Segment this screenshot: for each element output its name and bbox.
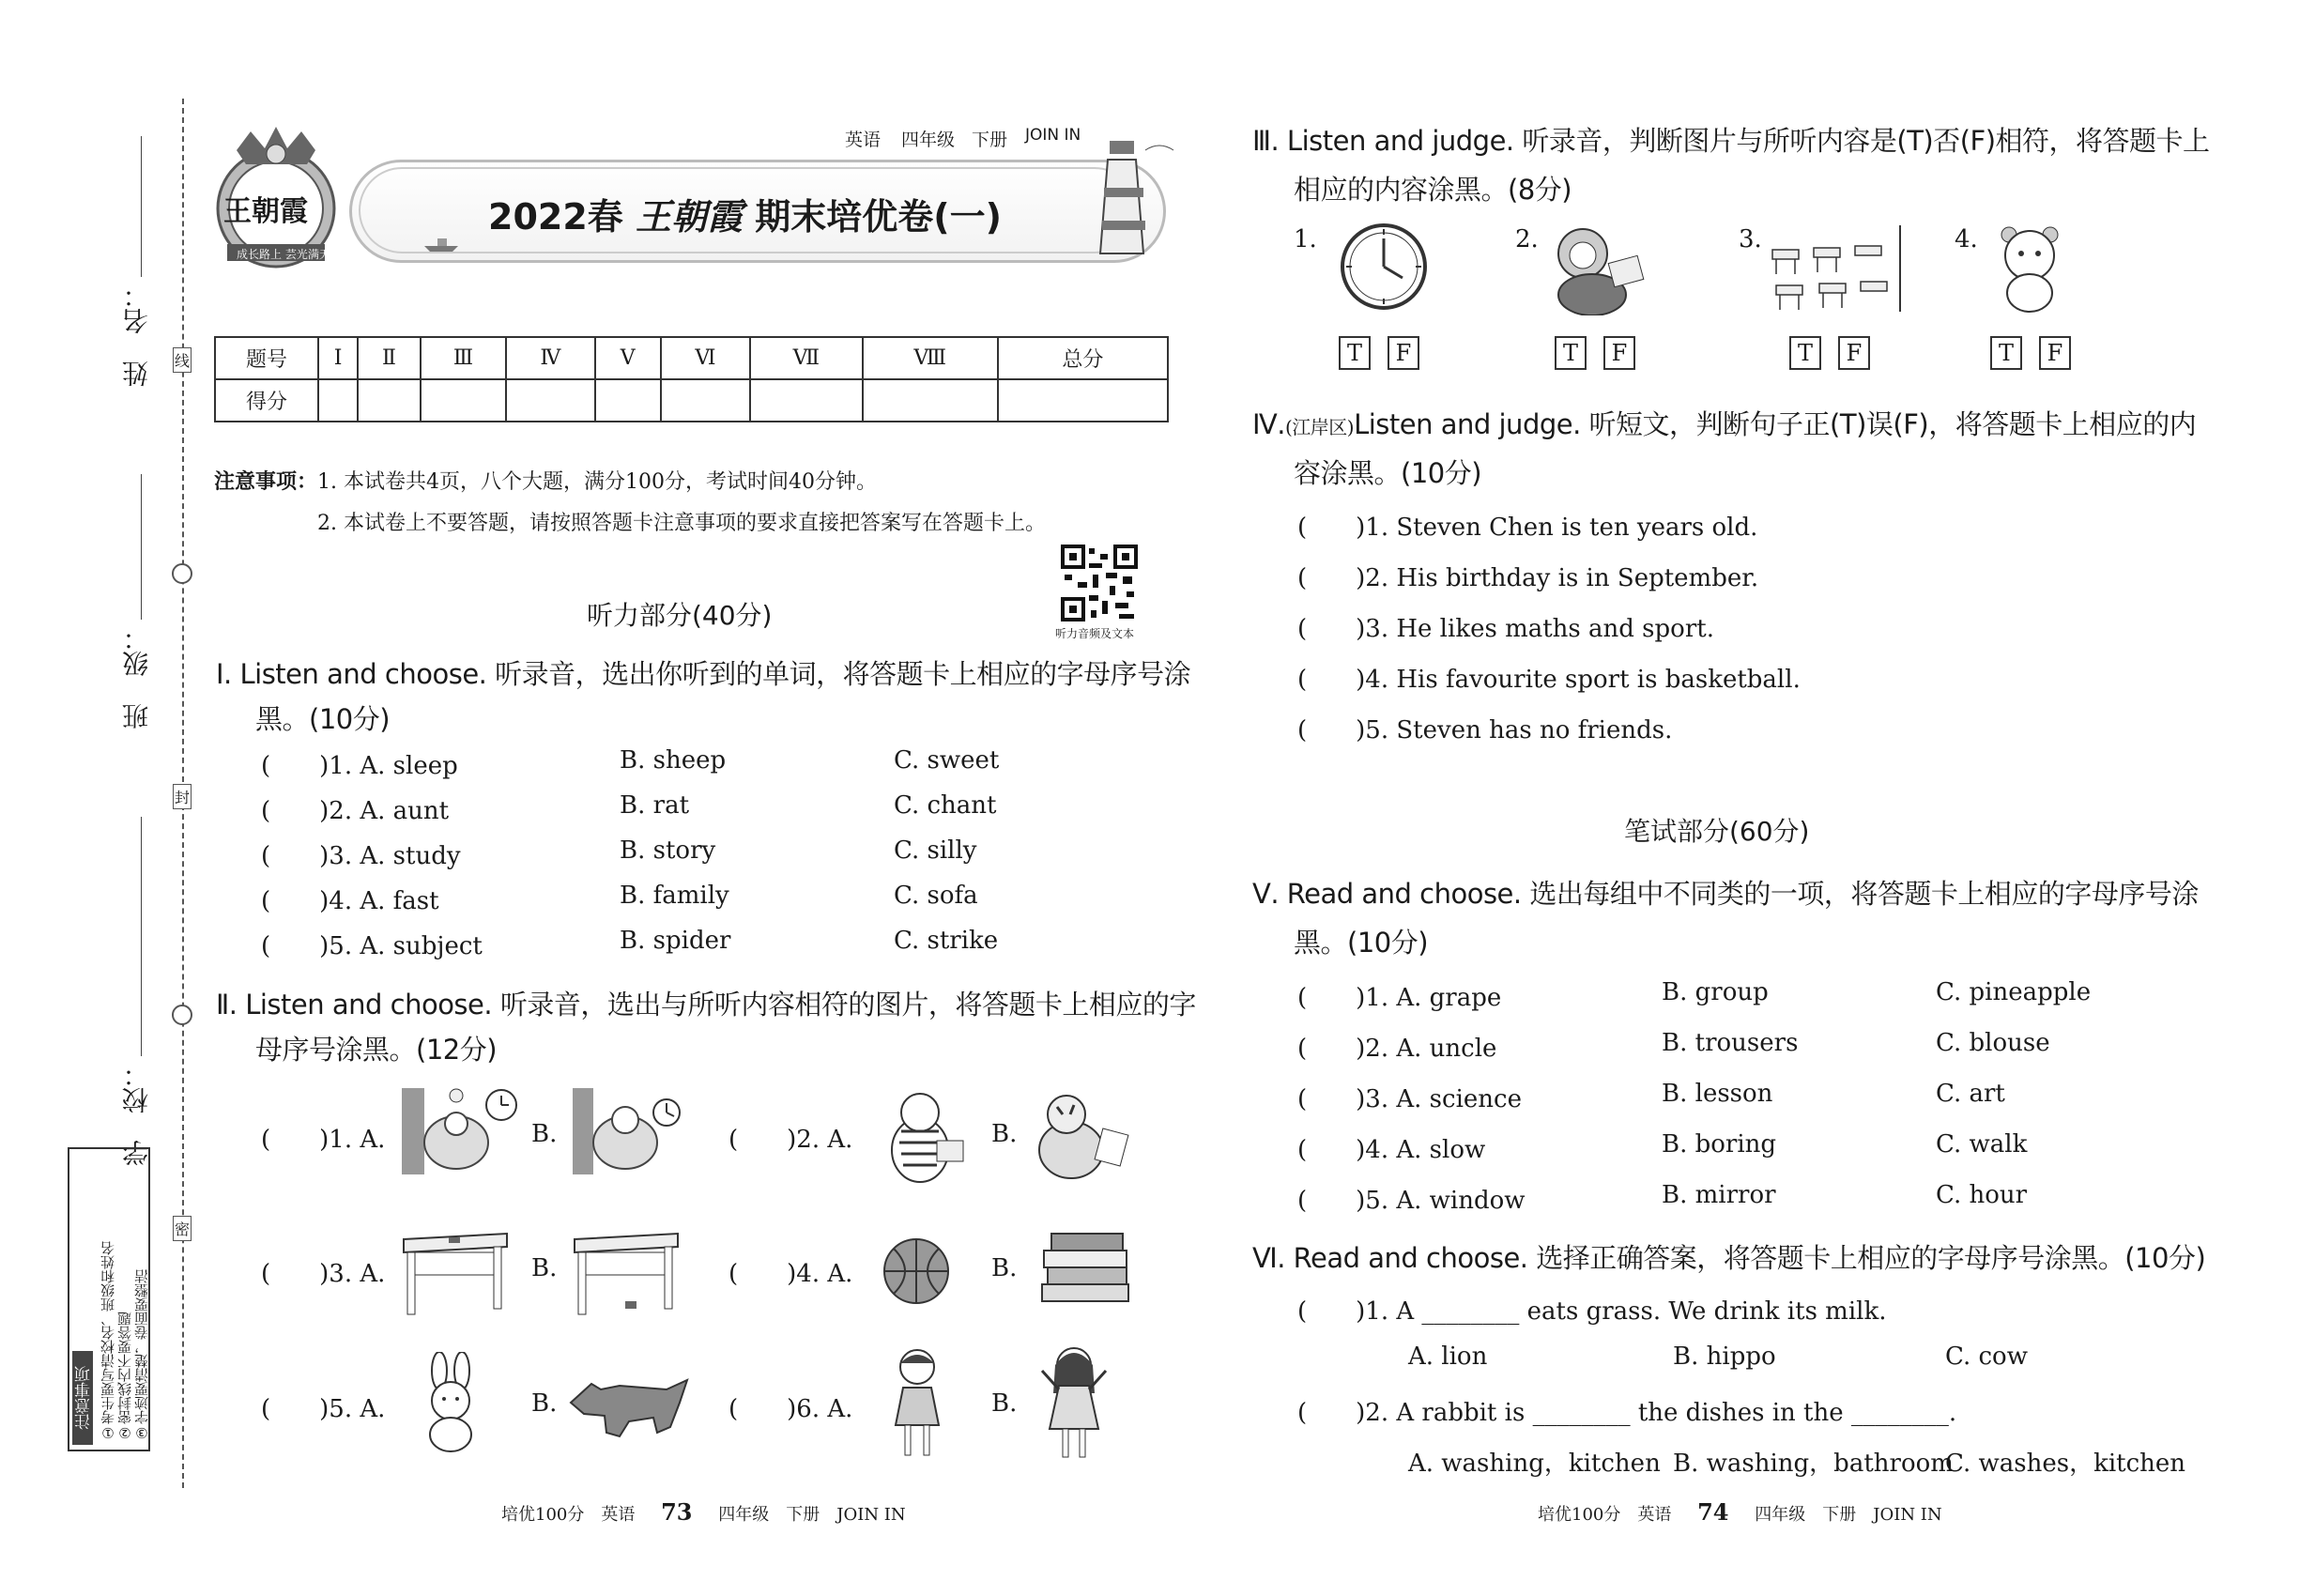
q5-item-5-b: B. mirror bbox=[1662, 1181, 1776, 1209]
girl-sleeping-clock-icon-b bbox=[569, 1084, 686, 1178]
q4-item-2: ( )2. His birthday is in September. bbox=[1297, 564, 1759, 592]
notice-item-3: ③字迹要清楚，卷面要整洁 bbox=[133, 1269, 150, 1441]
q2-item-2-b: B. bbox=[991, 1120, 1018, 1148]
q4-heading-2: 容涂黑。(10分) bbox=[1294, 457, 1482, 489]
q5-item-4-c: C. walk bbox=[1936, 1130, 2028, 1159]
qr-caption: 听力音频及文本 bbox=[1055, 627, 1135, 640]
q6-item-2: ( )2. A rabbit is ________ the dishes in the ________. bbox=[1297, 1399, 1957, 1427]
q3-2-true-box[interactable]: T bbox=[1555, 336, 1587, 370]
q5-item-3-c: C. art bbox=[1936, 1080, 2005, 1108]
q1-item-2-c: C. chant bbox=[894, 791, 997, 820]
q1-item-3-b: B. story bbox=[620, 836, 716, 865]
q4-item-3: ( )3. He likes maths and sport. bbox=[1297, 615, 1714, 643]
q3-1-false-box[interactable]: F bbox=[1388, 336, 1419, 370]
q6-item-2-b: B. washing，bathroom bbox=[1673, 1450, 1954, 1478]
q5-heading-2: 黑。(10分) bbox=[1294, 927, 1429, 959]
q2-item-5-b: B. bbox=[531, 1389, 558, 1418]
score-table-score-row bbox=[215, 379, 1168, 422]
q2-item-1-b: B. bbox=[531, 1120, 558, 1148]
girl-sleeping-clock-icon-a bbox=[398, 1084, 525, 1178]
score-cell-3[interactable] bbox=[421, 379, 506, 422]
right-footer-grade: 四年级 下册 JOIN IN bbox=[1755, 1505, 1942, 1525]
rabbit-icon bbox=[413, 1352, 488, 1455]
left-footer-grade: 四年级 下册 JOIN IN bbox=[718, 1505, 906, 1525]
score-cell-8[interactable] bbox=[863, 379, 998, 422]
q6-item-1-c: C. cow bbox=[1945, 1343, 2028, 1371]
q3-num-4: 4. bbox=[1955, 225, 1978, 253]
notes-label: 注意事项： bbox=[214, 470, 318, 494]
class-blank[interactable] bbox=[141, 474, 142, 620]
q5-item-2: ( )2. A. uncle bbox=[1297, 1035, 1497, 1063]
tag-grade: 四年级 bbox=[901, 130, 956, 150]
left-footer-series: 培优100分 英语 bbox=[501, 1505, 636, 1525]
school-label: 学 校： bbox=[121, 1061, 152, 1166]
q1-item-1-b: B. sheep bbox=[620, 746, 727, 775]
q6-item-2-a: A. washing，kitchen bbox=[1408, 1450, 1661, 1478]
q1-item-3-c: C. silly bbox=[894, 836, 977, 865]
seal-char-line: 线 bbox=[173, 347, 192, 373]
right-footer bbox=[1538, 1498, 1942, 1526]
zebra-reading-icon bbox=[873, 1084, 976, 1188]
q3-3-false-box[interactable]: F bbox=[1838, 336, 1870, 370]
q2-heading: Ⅱ. Listen and choose. 听录音，选出与所听内容相符的图片，将答题卡上相应的字 bbox=[216, 989, 1196, 1021]
score-cell-2[interactable] bbox=[358, 379, 421, 422]
col-header-7: Ⅶ bbox=[750, 337, 863, 379]
desk-icon-a bbox=[398, 1226, 513, 1320]
q1-item-5: ( )5. A. subject bbox=[261, 932, 483, 960]
col-header-1: Ⅰ bbox=[318, 337, 358, 379]
score-cell-6[interactable] bbox=[661, 379, 750, 422]
q4-item-4: ( )4. His favourite sport is basketball. bbox=[1297, 666, 1801, 694]
notes-line-2: 2. 本试卷上不要答题，请按照答题卡注意事项的要求直接把答案写在答题卡上。 bbox=[317, 512, 1046, 535]
notes-text-1: 1. 本试卷共4页，八个大题，满分100分，考试时间40分钟。 bbox=[317, 470, 877, 494]
row-label-score: 得分 bbox=[215, 379, 318, 422]
lighthouse-icon bbox=[1070, 122, 1183, 263]
seal-char-feng: 封 bbox=[173, 784, 192, 809]
q4-district: (江岸区) bbox=[1284, 416, 1355, 438]
q5-heading: Ⅴ. Read and choose. 选出每组中不同类的一项，将答题卡上相应的字母序号涂 bbox=[1252, 878, 2199, 910]
tiger-reading-icon bbox=[1020, 1084, 1132, 1188]
q2-item-3-b: B. bbox=[531, 1254, 558, 1282]
q2-item-3: ( )3. A. bbox=[261, 1260, 386, 1288]
q4-item-5: ( )5. Steven has no friends. bbox=[1297, 716, 1673, 744]
title-year: 2022春 bbox=[488, 196, 623, 238]
q5-item-5-c: C. hour bbox=[1936, 1181, 2028, 1209]
col-header-question: 题号 bbox=[215, 337, 318, 379]
score-table-header-row bbox=[215, 337, 1168, 379]
q4-item-1: ( )1. Steven Chen is ten years old. bbox=[1297, 514, 1758, 542]
q1-item-5-c: C. strike bbox=[894, 927, 999, 955]
binding-notice-box bbox=[68, 1147, 150, 1451]
q3-4-true-box[interactable]: T bbox=[1990, 336, 2022, 370]
q5-item-2-c: C. blouse bbox=[1936, 1029, 2050, 1057]
q3-heading: Ⅲ. Listen and judge. 听录音，判断图片与所听内容是(T)否(F)相符，将答题卡上 bbox=[1252, 125, 2210, 157]
title-rest: 期末培优卷(一) bbox=[755, 196, 1002, 238]
score-cell-4[interactable] bbox=[506, 379, 594, 422]
notice-item-1: ①考生要写清校名、班级和姓名 bbox=[100, 1241, 116, 1441]
q1-item-1: ( )1. A. sleep bbox=[261, 752, 458, 780]
q1-item-4-b: B. family bbox=[620, 882, 729, 910]
col-header-5: Ⅴ bbox=[595, 337, 661, 379]
right-page-number: 74 bbox=[1697, 1498, 1729, 1526]
books-icon bbox=[1033, 1226, 1136, 1307]
q6-item-1-b: B. hippo bbox=[1673, 1343, 1776, 1371]
seal-char-mi: 密 bbox=[173, 1216, 192, 1241]
basketball-icon bbox=[881, 1235, 952, 1307]
col-header-total: 总分 bbox=[998, 337, 1168, 379]
score-cell-1[interactable] bbox=[318, 379, 358, 422]
school-blank[interactable] bbox=[141, 817, 142, 1056]
q3-1-true-box[interactable]: T bbox=[1339, 336, 1371, 370]
q2-heading-2: 母序号涂黑。(12分) bbox=[255, 1034, 498, 1066]
notes-line-1 bbox=[214, 466, 877, 495]
girl-standing-icon-b bbox=[1036, 1343, 1112, 1465]
clock-icon bbox=[1339, 222, 1429, 312]
q2-item-4-b: B. bbox=[991, 1254, 1018, 1282]
title-brand: 王朝霞 bbox=[636, 195, 744, 238]
q1-item-1-c: C. sweet bbox=[894, 746, 1000, 775]
q5-item-3-b: B. lesson bbox=[1662, 1080, 1773, 1108]
name-label: 姓 名： bbox=[121, 282, 152, 387]
q2-item-6-b: B. bbox=[991, 1389, 1018, 1418]
left-page-number: 73 bbox=[661, 1498, 693, 1526]
notice-item-2: ②密封线内不要答题 bbox=[116, 1312, 133, 1441]
q3-num-2: 2. bbox=[1515, 225, 1539, 253]
q2-item-6: ( )6. A. bbox=[728, 1395, 853, 1423]
score-cell-5[interactable] bbox=[595, 379, 661, 422]
q5-item-1: ( )1. A. grape bbox=[1297, 984, 1502, 1012]
q2-item-4: ( )4. A. bbox=[728, 1260, 853, 1288]
wolf-icon bbox=[563, 1361, 695, 1446]
notice-title: 注意事项 bbox=[72, 1351, 93, 1445]
logo-slogan: 成长路上 芸光满天 bbox=[237, 248, 330, 261]
q6-item-1-a: A. lion bbox=[1408, 1343, 1488, 1371]
q3-4-false-box[interactable]: F bbox=[2039, 336, 2071, 370]
class-label: 班 级： bbox=[121, 624, 152, 729]
q3-heading-2: 相应的内容涂黑。(8分) bbox=[1294, 174, 1572, 206]
q5-item-1-c: C. pineapple bbox=[1936, 978, 2092, 1006]
logo-text: 王朝霞 bbox=[223, 195, 308, 228]
q4-roman: Ⅳ. bbox=[1252, 408, 1285, 440]
ship-icon bbox=[422, 235, 460, 253]
seal-circle bbox=[172, 563, 192, 584]
q2-item-5: ( )5. A. bbox=[261, 1395, 386, 1423]
score-cell-total[interactable] bbox=[998, 379, 1168, 422]
q6-item-1: ( )1. A ________ eats grass. We drink its milk. bbox=[1297, 1297, 1887, 1326]
q1-item-3: ( )3. A. study bbox=[261, 842, 461, 870]
q3-num-3: 3. bbox=[1739, 225, 1762, 253]
listening-section-title: 听力部分(40分) bbox=[587, 600, 773, 631]
q1-item-4-c: C. sofa bbox=[894, 882, 978, 910]
q5-item-1-b: B. group bbox=[1662, 978, 1769, 1006]
tag-volume: 下册 bbox=[972, 130, 1008, 150]
col-header-3: Ⅲ bbox=[421, 337, 506, 379]
q4-heading-text: Listen and judge. 听短文，判断句子正(T)误(F)，将答题卡上相应的内 bbox=[1354, 408, 2197, 440]
q1-item-4: ( )4. A. fast bbox=[261, 887, 439, 915]
col-header-6: Ⅵ bbox=[661, 337, 750, 379]
q3-3-true-box[interactable]: T bbox=[1789, 336, 1821, 370]
tag-textbook: JOIN IN bbox=[1025, 126, 1081, 145]
q1-heading-2: 黑。(10分) bbox=[255, 703, 391, 735]
tag-english: 英语 bbox=[845, 130, 882, 150]
q2-item-2: ( )2. A. bbox=[728, 1126, 853, 1154]
q3-num-1: 1. bbox=[1294, 225, 1317, 253]
col-header-4: Ⅳ bbox=[506, 337, 594, 379]
q5-item-4: ( )4. A. slow bbox=[1297, 1136, 1486, 1164]
lion-reading-icon bbox=[1545, 222, 1648, 315]
name-blank[interactable] bbox=[141, 136, 142, 277]
classroom-desks-icon bbox=[1767, 222, 1908, 315]
q5-item-3: ( )3. A. science bbox=[1297, 1085, 1522, 1113]
q1-item-2: ( )2. A. aunt bbox=[261, 797, 450, 825]
q1-item-2-b: B. rat bbox=[620, 791, 690, 820]
q3-2-false-box[interactable]: F bbox=[1603, 336, 1635, 370]
seal-circle-2 bbox=[172, 1005, 192, 1025]
q5-item-2-b: B. trousers bbox=[1662, 1029, 1799, 1057]
q1-heading: Ⅰ. Listen and choose. 听录音，选出你听到的单词，将答题卡上相应的字母序号涂 bbox=[216, 658, 1191, 690]
score-cell-7[interactable] bbox=[750, 379, 863, 422]
girl-standing-icon-a bbox=[886, 1346, 948, 1464]
q1-item-5-b: B. spider bbox=[620, 927, 731, 955]
qr-code[interactable] bbox=[1061, 545, 1138, 622]
hamster-icon bbox=[1992, 222, 2067, 315]
col-header-2: Ⅱ bbox=[358, 337, 421, 379]
q2-item-1: ( )1. A. bbox=[261, 1126, 386, 1154]
writing-section-title: 笔试部分(60分) bbox=[1624, 816, 1810, 847]
q4-heading bbox=[1252, 404, 2196, 442]
desk-icon-b bbox=[569, 1226, 683, 1320]
right-footer-series: 培优100分 英语 bbox=[1538, 1505, 1672, 1525]
q6-item-2-c: C. washes，kitchen bbox=[1945, 1450, 2186, 1478]
score-table bbox=[214, 336, 1169, 422]
q5-item-4-b: B. boring bbox=[1662, 1130, 1777, 1159]
exam-title bbox=[488, 188, 1002, 239]
q6-heading: Ⅵ. Read and choose. 选择正确答案，将答题卡上相应的字母序号涂黑。(10分) bbox=[1252, 1242, 2206, 1274]
q5-item-5: ( )5. A. window bbox=[1297, 1187, 1526, 1215]
col-header-8: Ⅷ bbox=[863, 337, 998, 379]
left-footer bbox=[501, 1498, 906, 1526]
